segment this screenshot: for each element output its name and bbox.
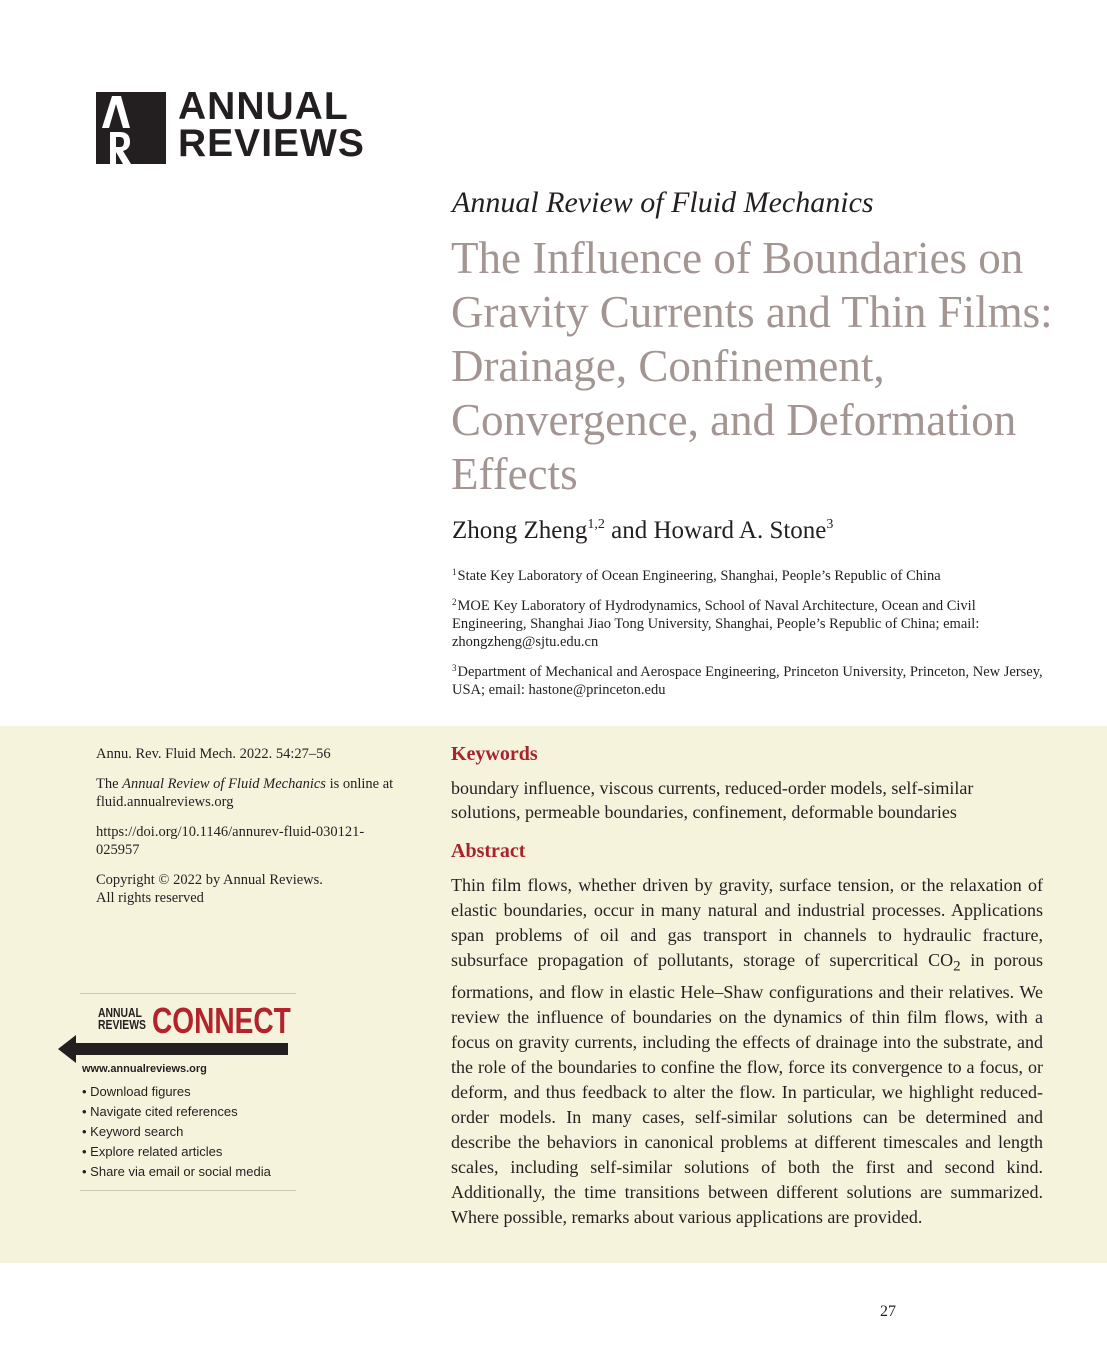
affiliations xyxy=(452,563,1052,707)
author-1: Zhong Zheng xyxy=(452,517,588,544)
copyright xyxy=(96,871,406,907)
doi-link[interactable]: https://doi.org/10.1146/annurev-fluid-030121-025957 xyxy=(96,824,365,858)
list-item: • Navigate cited references xyxy=(82,1102,271,1122)
online-post[interactable]: is online at fluid.annualreviews.org xyxy=(96,776,394,810)
authors xyxy=(452,517,833,545)
list-item: • Explore related articles xyxy=(82,1142,271,1162)
ar-monogram-icon xyxy=(96,92,166,164)
author-1-affil: 1,2 xyxy=(587,517,605,532)
author-2-affil: 3 xyxy=(826,517,834,532)
online-pre: The xyxy=(96,776,119,792)
affiliation-text: State Key Laboratory of Ocean Engineering, Shanghai, People’s Republic of China xyxy=(457,568,941,584)
affiliation-text: MOE Key Laboratory of Hydrodynamics, School of Naval Architecture, Ocean and Civil Engineering, Shanghai Jiao Tong University, Shanghai, People’s Republic of China; email: zhongzheng@sjtu.edu.cn xyxy=(452,598,980,650)
affiliation-text: Department of Mechanical and Aerospace Engineering, Princeton University, Princeton, New Jersey, USA; email: hastone@princeton.edu xyxy=(452,664,1043,698)
annual-reviews-logo xyxy=(96,85,376,166)
affiliation-sup: 3 xyxy=(452,663,457,673)
online-journal: Annual Review of Fluid Mechanics xyxy=(122,776,326,792)
logo-line1: ANNUAL xyxy=(178,85,349,128)
co2-subscript: 2 xyxy=(953,958,961,975)
affiliation xyxy=(452,563,1052,585)
citation: Annu. Rev. Fluid Mech. 2022. 54:27–56 xyxy=(96,746,331,762)
affiliation xyxy=(452,593,1052,651)
logo-line2: REVIEWS xyxy=(178,122,365,165)
connect-brand: CONNECT xyxy=(152,1000,291,1041)
list-item: • Keyword search xyxy=(82,1122,271,1142)
abstract-part2: in porous formations, and flow in elastic Hele–Shaw configurations and their relatives. We review the influence of boundaries on the dynamics of thin film flows, with a focus on gravity currents, including the effects of drainage into the substrate, and the role of the boundaries to confine the flow, force its convergence to a focus, or deform, and thus feedback to alter the flow. In particular, we highlight reduced-order models. In many cases, self-similar solutions can be determined and describe the behaviors in canonical problems at different timescales and length scales, including self-similar solutions of both the first and second kind. Additionally, the time transitions between different solutions are summarized. Where possible, remarks about various applications are provided. xyxy=(451,950,1044,1227)
sidebar-info xyxy=(96,745,406,919)
author-2: Howard A. Stone xyxy=(653,517,827,544)
connect-url[interactable]: www.annualreviews.org xyxy=(82,1063,207,1075)
article-title: The Influence of Boundaries on Gravity Currents and Thin Films: Drainage, Confinement, Convergence, and Deformation Effects xyxy=(451,233,1053,499)
keywords-text: boundary influence, viscous currents, reduced-order models, self-similar solutions, permeable boundaries, confinement, deformable boundaries xyxy=(451,778,974,822)
affiliation xyxy=(452,659,1052,699)
abstract-part1: Thin film flows, whether driven by gravity, surface tension, or the relaxation of elastic boundaries, occur in many natural and industrial processes. Applications span problems of oil and gas transport in channels to hydraulic fracture, subsurface propagation of pollutants, storage of supercritical CO xyxy=(451,875,1043,970)
journal-name: Annual Review of Fluid Mechanics xyxy=(452,186,874,219)
arrow-left-icon xyxy=(58,1032,288,1066)
abstract-heading: Abstract xyxy=(451,840,526,862)
affiliation-sup: 1 xyxy=(452,567,457,577)
connect-annual: ANNUAL xyxy=(98,1005,142,1020)
list-item: • Download figures xyxy=(82,1082,271,1102)
main-content xyxy=(451,743,1043,1230)
keywords-heading: Keywords xyxy=(451,743,538,765)
connect-features xyxy=(82,1082,271,1182)
list-item: • Share via email or social media xyxy=(82,1162,271,1182)
logo-wordmark xyxy=(178,85,365,165)
copyright-line2: All rights reserved xyxy=(96,890,204,906)
connect-annual-reviews-label xyxy=(98,1007,146,1031)
annual-reviews-connect xyxy=(80,993,296,1191)
online-info xyxy=(96,775,406,811)
page-number: 27 xyxy=(880,1303,896,1320)
connect-reviews: REVIEWS xyxy=(98,1017,146,1032)
authors-conjunction: and xyxy=(611,517,648,544)
copyright-line1: Copyright © 2022 by Annual Reviews. xyxy=(96,872,323,888)
affiliation-sup: 2 xyxy=(452,597,457,607)
abstract-text xyxy=(451,873,1043,1230)
